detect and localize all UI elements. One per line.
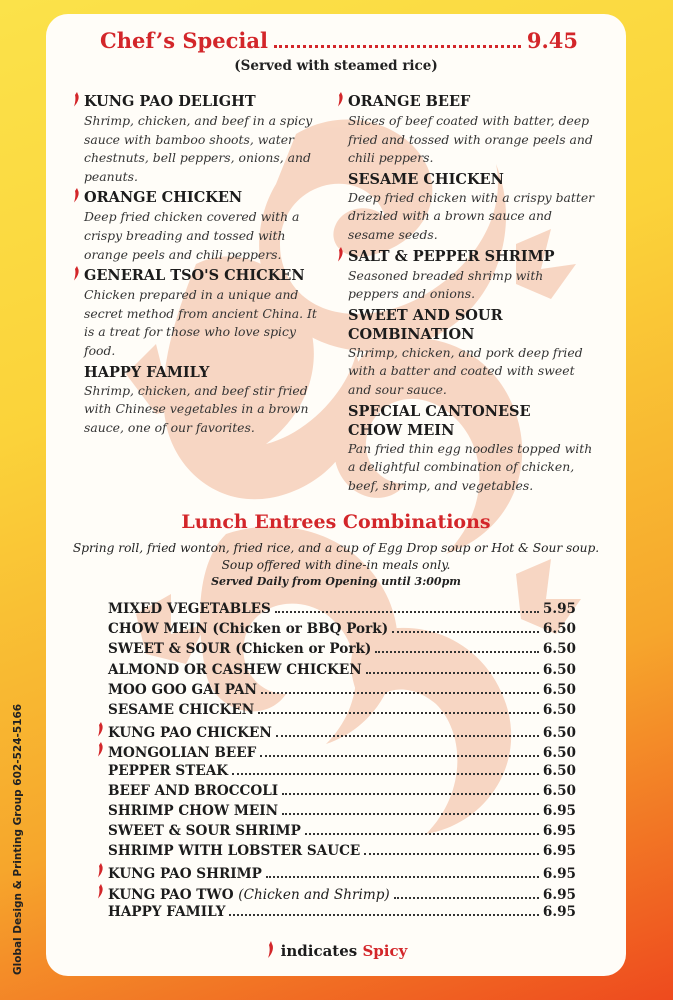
dish-description: Seasoned breaded shrimp with peppers and onions. xyxy=(348,267,544,302)
lunch-item-row xyxy=(96,601,576,621)
spicy-marker xyxy=(96,742,108,761)
spicy-legend xyxy=(46,941,626,960)
lunch-item-name: BEEF AND BROCCOLI xyxy=(108,782,279,799)
lunch-item-price: 6.95 xyxy=(542,866,576,883)
chef-special-heading xyxy=(100,28,578,53)
spicy-marker xyxy=(72,92,84,112)
dish-name-row xyxy=(72,363,322,382)
lunch-item-price: 6.95 xyxy=(542,802,576,819)
chili-pepper-icon xyxy=(72,92,80,107)
lunch-item-name-group xyxy=(108,904,225,920)
dish-description: Shrimp, chicken, and beef in a spicy sauce with bamboo shoots, water chestnuts, bell peppers, onions, and peanuts. xyxy=(84,113,313,184)
spicy-marker xyxy=(96,884,108,903)
legend-spicy-word: Spicy xyxy=(362,942,408,960)
lunch-item-name: SWEET & SOUR SHRIMP xyxy=(108,823,301,840)
dish-item xyxy=(336,92,598,168)
chili-pepper-icon xyxy=(72,266,80,281)
spicy-marker xyxy=(96,863,108,882)
lunch-item-name: KUNG PAO SHRIMP xyxy=(108,866,262,883)
lunch-item-price: 6.50 xyxy=(542,762,576,779)
lunch-served-hours: Served Daily from Opening until 3:00pm xyxy=(211,575,461,588)
lunch-item-price: 6.50 xyxy=(542,621,576,638)
dish-name: SESAME CHICKEN xyxy=(348,170,504,188)
lunch-item-row xyxy=(96,863,576,883)
lunch-description: Spring roll, fried wonton, fried rice, and a cup of Egg Drop soup or Hot & Sour soup. Soup offered with dine-in meals only. xyxy=(72,541,600,572)
chili-pepper-icon xyxy=(336,247,344,262)
lunch-item-name-group xyxy=(108,641,371,657)
dish-name: GENERAL TSO'S CHICKEN xyxy=(84,267,305,285)
dish-name-row xyxy=(336,170,598,189)
lunch-item-row xyxy=(96,884,576,904)
lunch-item-price: 6.95 xyxy=(542,903,576,920)
dish-description: Pan fried thin egg noodles topped with a delightful combination of chicken, beef, shrimp, and vegetables. xyxy=(348,440,593,493)
dish-name-row xyxy=(336,247,598,267)
dish-item xyxy=(336,247,598,304)
lunch-item-name-group xyxy=(108,823,301,839)
dish-description: Chicken prepared in a unique and secret method from ancient China. It is a treat for those who love spicy food. xyxy=(84,287,317,358)
dish-name: SPECIAL CANTONESE CHOW MEIN xyxy=(348,402,531,439)
lunch-item-price: 5.95 xyxy=(542,601,576,617)
dish-name: HAPPY FAMILY xyxy=(84,363,210,381)
lunch-item-row xyxy=(96,682,576,702)
lunch-item-row xyxy=(96,783,576,803)
dot-leader xyxy=(274,45,521,48)
dish-name-row xyxy=(336,306,598,344)
lunch-item-name: MONGOLIAN BEEF xyxy=(108,745,257,762)
dish-description: Deep fried chicken with a crispy batter drizzled with a brown sauce and sesame seeds. xyxy=(348,189,595,242)
lunch-item-name: SHRIMP WITH LOBSTER SAUCE xyxy=(108,843,361,860)
lunch-item-name-group xyxy=(108,702,254,718)
dot-leader xyxy=(229,914,538,916)
lunch-item-list xyxy=(96,601,576,924)
chili-pepper-icon xyxy=(96,742,104,757)
lunch-item-price: 6.50 xyxy=(542,745,576,762)
lunch-item-name: KUNG PAO CHICKEN xyxy=(108,725,272,742)
lunch-item-name-group xyxy=(108,745,256,761)
lunch-item-note: (Chicken and Shrimp) xyxy=(238,886,390,903)
dish-name: SWEET AND SOUR COMBINATION xyxy=(348,306,503,343)
dish-description: Deep fried chicken covered with a crispy breading and tossed with orange peels and chili peppers. xyxy=(84,209,300,262)
dot-leader xyxy=(305,833,539,835)
dot-leader xyxy=(364,853,539,855)
dish-name: KUNG PAO DELIGHT xyxy=(84,93,256,110)
spicy-marker xyxy=(336,247,348,267)
dot-leader xyxy=(266,876,539,878)
dish-item xyxy=(72,92,322,186)
lunch-item-name-group xyxy=(108,621,388,637)
lunch-item-name-group xyxy=(108,887,390,903)
dot-leader xyxy=(375,651,539,653)
lunch-item-name: KUNG PAO TWO xyxy=(108,886,234,903)
lunch-item-row xyxy=(96,843,576,863)
dish-description: Shrimp, chicken, and beef stir fried with Chinese vegetables in a brown sauce, one of our favorites. xyxy=(84,382,309,435)
dish-item xyxy=(336,170,598,245)
lunch-item-price: 6.50 xyxy=(542,782,576,799)
lunch-item-price: 6.95 xyxy=(542,886,576,903)
lunch-item-price: 6.95 xyxy=(542,843,576,860)
dot-leader xyxy=(261,692,539,694)
chef-special-left-column xyxy=(72,92,322,439)
lunch-item-price: 6.50 xyxy=(542,681,576,698)
lunch-item-price: 6.50 xyxy=(542,725,576,742)
spicy-marker xyxy=(72,266,84,286)
dot-leader xyxy=(392,631,539,633)
spicy-marker xyxy=(96,722,108,741)
dish-name-row xyxy=(72,92,322,112)
dish-name: SALT & PEPPER SHRIMP xyxy=(348,247,555,265)
lunch-item-row xyxy=(96,702,576,722)
lunch-item-price: 6.50 xyxy=(542,641,576,658)
lunch-item-name-group xyxy=(108,662,362,678)
dish-item xyxy=(72,266,322,360)
dot-leader xyxy=(232,773,539,775)
chef-special-subtitle: (Served with steamed rice) xyxy=(234,58,438,74)
lunch-item-name: HAPPY FAMILY xyxy=(108,903,226,920)
lunch-item-name: PEPPER STEAK xyxy=(108,762,229,779)
lunch-item-row xyxy=(96,662,576,682)
chef-special-price: 9.45 xyxy=(526,28,578,53)
dish-name-row xyxy=(336,402,598,440)
dot-leader xyxy=(275,611,539,613)
dot-leader xyxy=(260,755,539,757)
lunch-item-name-group xyxy=(108,783,278,799)
lunch-item-row xyxy=(96,803,576,823)
lunch-item-name: SHRIMP CHOW MEIN xyxy=(108,802,279,819)
lunch-item-name-group xyxy=(108,843,360,859)
lunch-item-row xyxy=(96,722,576,742)
dot-leader xyxy=(394,897,539,899)
lunch-item-row xyxy=(96,641,576,661)
lunch-item-name: ALMOND OR CASHEW CHICKEN xyxy=(108,661,362,678)
chili-pepper-icon xyxy=(96,863,104,878)
lunch-item-row xyxy=(96,823,576,843)
lunch-item-name-group xyxy=(108,725,272,741)
lunch-item-name: SESAME CHICKEN xyxy=(108,701,255,718)
lunch-item-name: CHOW MEIN (Chicken or BBQ Pork) xyxy=(108,621,389,638)
lunch-item-row xyxy=(96,621,576,641)
lunch-item-name-group xyxy=(108,866,262,882)
dish-name-row xyxy=(72,188,322,208)
lunch-item-name-group xyxy=(108,763,228,779)
lunch-item-row xyxy=(96,904,576,924)
lunch-item-name: SWEET & SOUR (Chicken or Pork) xyxy=(108,641,372,658)
dot-leader xyxy=(366,672,539,674)
legend-text: indicates xyxy=(280,942,358,960)
dish-name-row xyxy=(72,266,322,286)
lunch-item-name-group xyxy=(108,803,278,819)
dish-item xyxy=(336,402,598,496)
lunch-item-row xyxy=(96,763,576,783)
lunch-item-name-group xyxy=(108,601,271,617)
menu-card xyxy=(46,14,626,976)
chef-special-title: Chef’s Special xyxy=(100,28,268,53)
lunch-item-name-group xyxy=(108,682,257,698)
chef-special-right-column xyxy=(336,92,598,497)
chili-pepper-icon xyxy=(336,92,344,107)
lunch-item-price: 6.50 xyxy=(542,661,576,678)
dot-leader xyxy=(258,712,539,714)
dish-description: Shrimp, chicken, and pork deep fried with a batter and coated with sweet and sour sauce. xyxy=(348,344,583,397)
dish-item xyxy=(72,363,322,438)
dish-name-row xyxy=(336,92,598,112)
lunch-item-row xyxy=(96,742,576,762)
spicy-marker xyxy=(336,92,348,112)
dish-item xyxy=(336,306,598,400)
lunch-item-price: 6.50 xyxy=(542,701,576,718)
chili-pepper-icon xyxy=(72,188,80,203)
dot-leader xyxy=(276,735,539,737)
dot-leader xyxy=(282,793,539,795)
lunch-item-name: MOO GOO GAI PAN xyxy=(108,681,257,698)
dish-name: ORANGE CHICKEN xyxy=(84,189,243,207)
printer-credit: Global Design & Printing Group 602-524-5166 xyxy=(12,703,24,975)
dot-leader xyxy=(282,813,539,815)
chili-pepper-icon xyxy=(96,722,104,737)
dish-item xyxy=(72,188,322,264)
chili-pepper-icon xyxy=(96,884,104,899)
lunch-item-name: MIXED VEGETABLES xyxy=(108,601,271,617)
lunch-section-title: Lunch Entrees Combinations xyxy=(181,511,491,533)
lunch-item-price: 6.95 xyxy=(542,823,576,840)
dish-description: Slices of beef coated with batter, deep fried and tossed with orange peels and chili peppers. xyxy=(348,113,593,166)
dish-name: ORANGE BEEF xyxy=(348,93,471,110)
spicy-marker xyxy=(72,188,84,208)
chili-pepper-icon xyxy=(265,941,275,959)
